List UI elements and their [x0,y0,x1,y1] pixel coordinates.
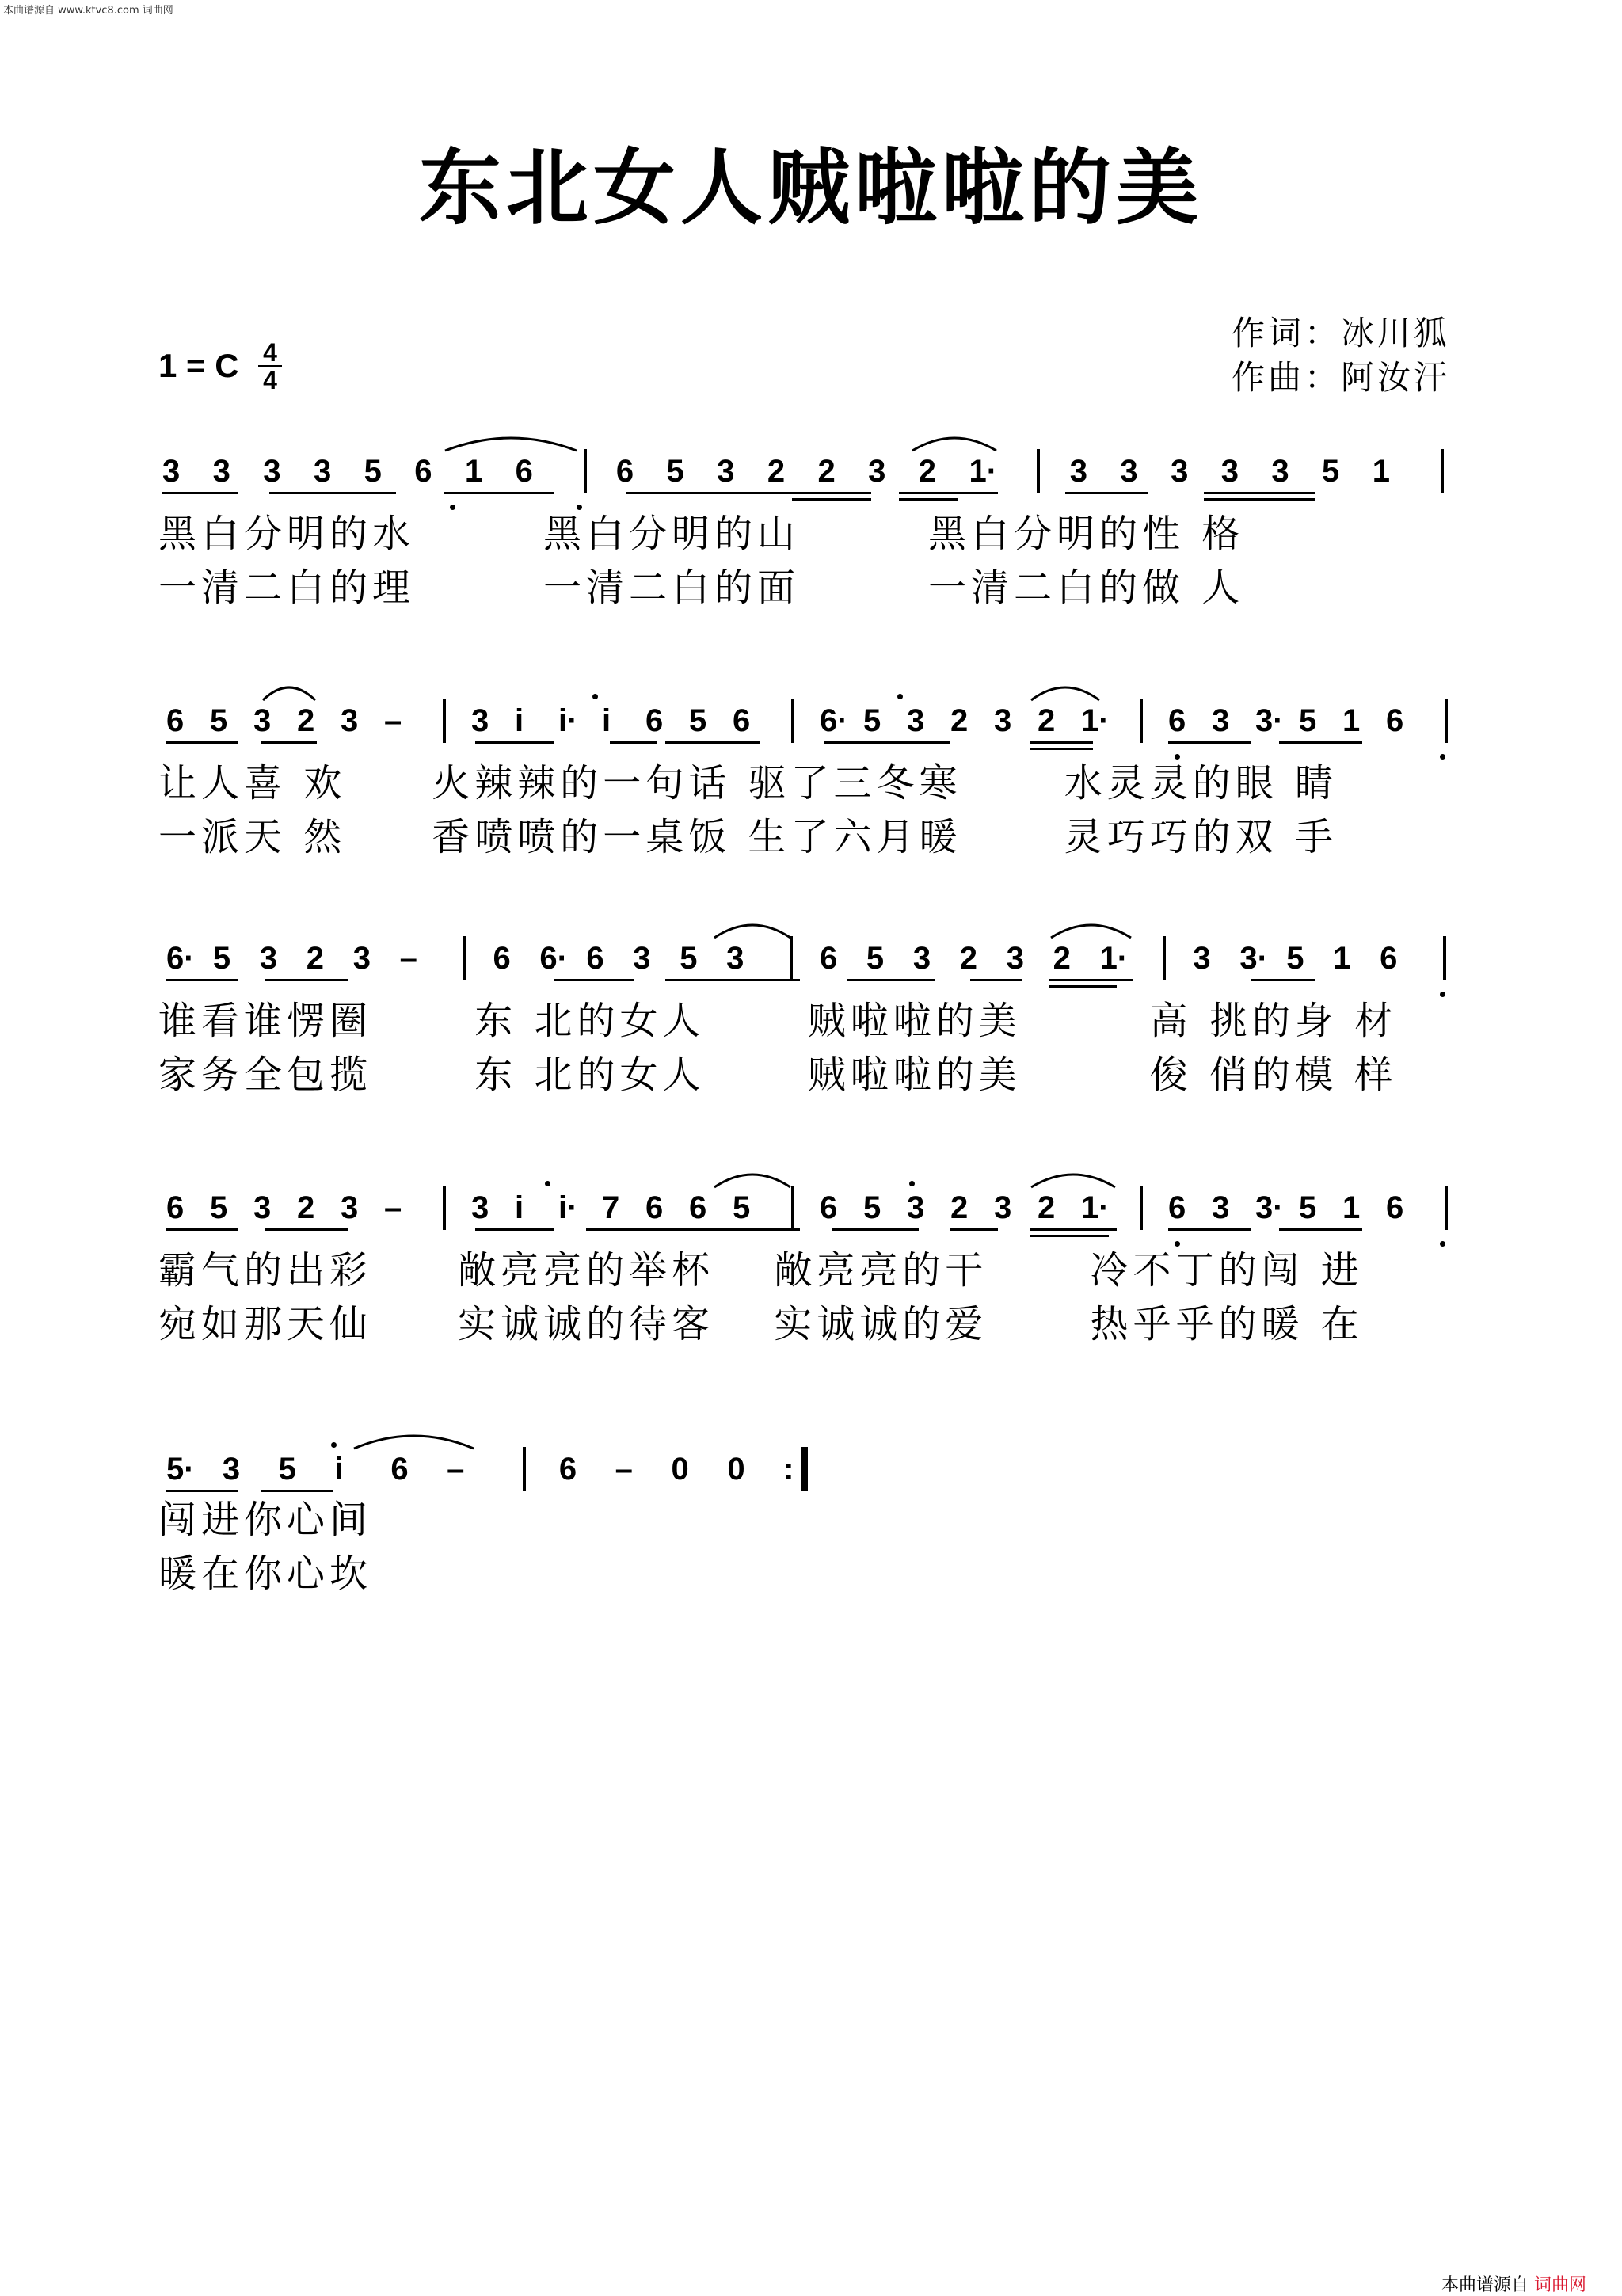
note: 5 [1299,703,1317,738]
low-octave-dot [1440,1241,1445,1247]
barline [791,1186,794,1230]
tie-slur [1030,1167,1117,1190]
barline [1443,936,1446,980]
note: 7 [602,1190,620,1225]
dash-note: – [384,1190,402,1225]
beam-underline [265,979,348,981]
barline [791,699,794,743]
note: 3 [253,703,272,738]
beam-underline [1168,1228,1251,1231]
lyric-verse2-line4: 宛如那天仙 实诚诚的待客 实诚诚的爱 热乎乎的暖 在 [158,1302,1364,1346]
note: 3 [1212,1190,1230,1225]
note: i· [558,1190,578,1225]
beam-underline [1279,1228,1362,1231]
note: 2 [767,454,786,489]
lyric-verse1-line3: 谁看谁愣圈 东 北的女人 贼啦啦的美 高 挑的身 材 [158,999,1398,1043]
note: 3 [1069,454,1088,489]
note: i [334,1452,344,1487]
beam-underline [475,1228,554,1231]
note: 6 [689,1190,707,1225]
dash-note: – [615,1452,633,1487]
barline [1037,449,1040,493]
note: 5 [212,941,231,976]
beam-underline [1168,741,1251,744]
note: 6· [539,941,568,976]
note: 6· [820,703,848,738]
tie-slur [1049,917,1133,941]
note: 0 [671,1452,689,1487]
beam-underline [475,741,554,744]
tie-slur [713,1167,792,1190]
note: 3 [1271,454,1289,489]
note: 6 [645,1190,664,1225]
note: 6 [515,454,533,489]
note: 6 [615,454,634,489]
note: 3 [471,703,489,738]
dash-note: – [399,941,417,976]
note: 3 [633,941,651,976]
high-octave-dot [331,1442,337,1448]
high-octave-dot [592,694,598,699]
note: 1 [1342,1190,1361,1225]
note: 3· [1239,941,1268,976]
lyric-verse1-line2: 让人喜 欢 火辣辣的一句话 驱了三冬寒 水灵灵的眼 睛 [158,761,1338,805]
beam-underline [265,1228,348,1231]
beam-underline [899,498,958,501]
note: 3 [313,454,332,489]
note: 6 [1380,941,1398,976]
note: 2 [1038,703,1056,738]
lyric-verse1-line1: 黑白分明的水 黑白分明的山 黑白分明的性 格 [158,512,1245,556]
note: 6 [414,454,432,489]
tie-slur [713,917,792,941]
note: 3 [162,454,181,489]
beam-underline [1204,498,1315,501]
barline [1445,699,1448,743]
barline [584,449,587,493]
low-octave-dot [1440,992,1445,997]
time-signature-top: 4 [263,338,277,367]
note: 6 [1386,1190,1404,1225]
note: 2 [306,941,325,976]
beam-underline [970,979,1022,981]
note: 1 [1333,941,1351,976]
beam-underline [792,498,871,501]
note: 5· [166,1452,195,1487]
time-signature-bottom: 4 [263,366,277,394]
bottom-watermark [1441,2271,1586,2296]
lyric-verse2-line2: 一派天 然 香喷喷的一桌饭 生了六月暖 灵巧巧的双 手 [158,815,1338,859]
note: 3 [994,703,1012,738]
note: 5 [210,1190,228,1225]
barline [1441,449,1444,493]
low-octave-dot [1175,1241,1180,1247]
beam-underline [162,492,238,494]
beam-underline [269,492,396,494]
song-title: 东北女人贼啦啦的美 [418,139,1203,236]
note: 5 [863,703,881,738]
note: i [602,703,611,738]
beam-underline [847,979,935,981]
beam-underline [832,1228,919,1231]
barline [443,699,446,743]
beam-underline [1204,492,1315,494]
note: 3 [1212,703,1230,738]
lyric-verse2-line1: 一清二白的理 一清二白的面 一清二白的做 人 [158,565,1245,610]
note: 5 [364,454,382,489]
note: 3 [212,454,230,489]
note: 6 [558,1452,577,1487]
note: 5 [689,703,707,738]
dash-note: – [447,1452,465,1487]
note: 5 [863,1190,881,1225]
note: 1 [1342,703,1361,738]
note: 3 [726,941,744,976]
note: 6 [166,1190,185,1225]
notation-row-3 [0,927,1622,990]
beam-underline [261,741,317,744]
note: 6 [733,703,751,738]
note: 2 [950,703,969,738]
beam-underline [1251,979,1315,981]
beam-underline [824,741,950,744]
note: 2 [297,1190,315,1225]
note: 1 [1372,454,1390,489]
beam-underline [1030,1228,1117,1231]
low-octave-dot [1175,754,1180,760]
beam-underline [665,979,800,981]
barline [1163,936,1166,980]
note: i· [558,703,578,738]
note: 3 [352,941,371,976]
lyric-verse1-line4: 霸气的出彩 敞亮亮的举杯 敞亮亮的干 冷不丁的闯 进 [158,1248,1364,1293]
lyric-verse1-line5: 闯进你心间 [158,1498,373,1542]
low-octave-dot [1440,754,1445,760]
note: 3 [1193,941,1211,976]
dash-note: – [384,703,402,738]
notation-row-1 [0,440,1622,503]
beam-underline [554,979,634,981]
beam-underline [166,741,238,744]
note: 3 [471,1190,489,1225]
note: 6 [1386,703,1404,738]
repeat-dots: : [783,1452,794,1487]
low-octave-dot [577,505,582,510]
beam-underline [166,1228,238,1231]
barline [443,1186,446,1230]
note: 2 [297,703,315,738]
note: 3 [1120,454,1138,489]
barline [463,936,466,980]
low-octave-dot [450,505,455,510]
beam-underline [1030,741,1093,744]
note: 6 [1168,703,1186,738]
note: i [515,1190,524,1225]
note: 2 [1053,941,1071,976]
beam-underline [1279,741,1362,744]
beam-underline [1049,979,1133,981]
lyric-verse2-line5: 暖在你心坎 [158,1552,373,1596]
note: 6 [1168,1190,1186,1225]
note: 5 [680,941,698,976]
tie-slur [352,1428,475,1452]
note: 1· [1081,1190,1110,1225]
note: 6· [166,941,195,976]
credits [1232,311,1450,400]
notation-row-5 [0,1437,1622,1501]
beam-underline [586,1228,800,1231]
note: 6 [586,941,604,976]
note: 6 [166,703,185,738]
beam-underline [166,1490,238,1492]
note: 5 [210,703,228,738]
note: 3 [912,941,931,976]
note: 5 [278,1452,296,1487]
note: 5 [866,941,885,976]
barline [1140,699,1143,743]
note: 3· [1255,703,1284,738]
notation-row-4 [0,1176,1622,1239]
composer-credit: 作曲：阿汝汗 [1232,358,1451,397]
note: 3· [1255,1190,1284,1225]
note: 3 [868,454,886,489]
barline [790,936,793,980]
note: 3 [717,454,735,489]
note: 6 [645,703,664,738]
note: 2 [817,454,836,489]
tie-slur [261,680,317,703]
note: 6 [390,1452,409,1487]
note: 3 [341,703,359,738]
note: i [515,703,524,738]
note: 6 [820,941,838,976]
notation-row-2 [0,689,1622,752]
time-signature [258,338,282,394]
beam-underline [950,1228,998,1231]
beam-underline [444,492,554,494]
beam-underline [626,492,871,494]
beam-underline [261,1490,333,1492]
note: 1 [464,454,483,489]
barline [1445,1186,1448,1230]
top-watermark: 本曲谱源自 www.ktvc8.com 词曲网 [3,5,173,17]
note: 3 [259,941,278,976]
note: 5 [1286,941,1304,976]
beam-underline [665,741,760,744]
barline [523,1447,526,1491]
note: 1· [1099,941,1129,976]
note: 5 [666,454,684,489]
note: 3 [263,454,281,489]
beam-underline [1049,985,1117,988]
high-octave-dot [897,694,903,699]
beam-underline [1065,492,1148,494]
note: 5 [1299,1190,1317,1225]
beam-underline [899,492,998,494]
note: 6 [493,941,511,976]
tie-slur [911,430,998,454]
note: 3 [1171,454,1189,489]
note: 3 [994,1190,1012,1225]
note: 2 [918,454,937,489]
note: 0 [727,1452,745,1487]
high-octave-dot [909,1181,915,1186]
lyricist-credit: 作词：冰川狐 [1232,314,1451,352]
note: 5 [1322,454,1340,489]
note: 1· [969,454,998,489]
note: 3 [253,1190,272,1225]
beam-underline [610,741,657,744]
note: 2 [950,1190,969,1225]
bottom-watermark-text: 本曲谱源自 [1441,2275,1529,2295]
high-octave-dot [545,1181,550,1186]
note: 3 [907,703,925,738]
beam-underline [1030,748,1093,750]
key-signature: 1 = C [158,347,239,384]
tie-slur [1030,680,1101,703]
note: 3 [1220,454,1239,489]
note: 3 [907,1190,925,1225]
note: 3 [341,1190,359,1225]
bottom-watermark-brand: 词曲网 [1534,2275,1587,2295]
note: 1· [1081,703,1110,738]
note: 2 [959,941,978,976]
beam-underline [1030,1235,1109,1237]
note: 3 [222,1452,241,1487]
barline [1140,1186,1143,1230]
note: 6 [820,1190,838,1225]
beam-underline [166,979,238,981]
repeat-end-barline [801,1447,808,1491]
note: 2 [1038,1190,1056,1225]
note: 5 [733,1190,751,1225]
tie-slur [444,430,578,454]
note: 3 [1006,941,1024,976]
lyric-verse2-line3: 家务全包揽 东 北的女人 贼啦啦的美 俊 俏的模 样 [158,1053,1398,1097]
